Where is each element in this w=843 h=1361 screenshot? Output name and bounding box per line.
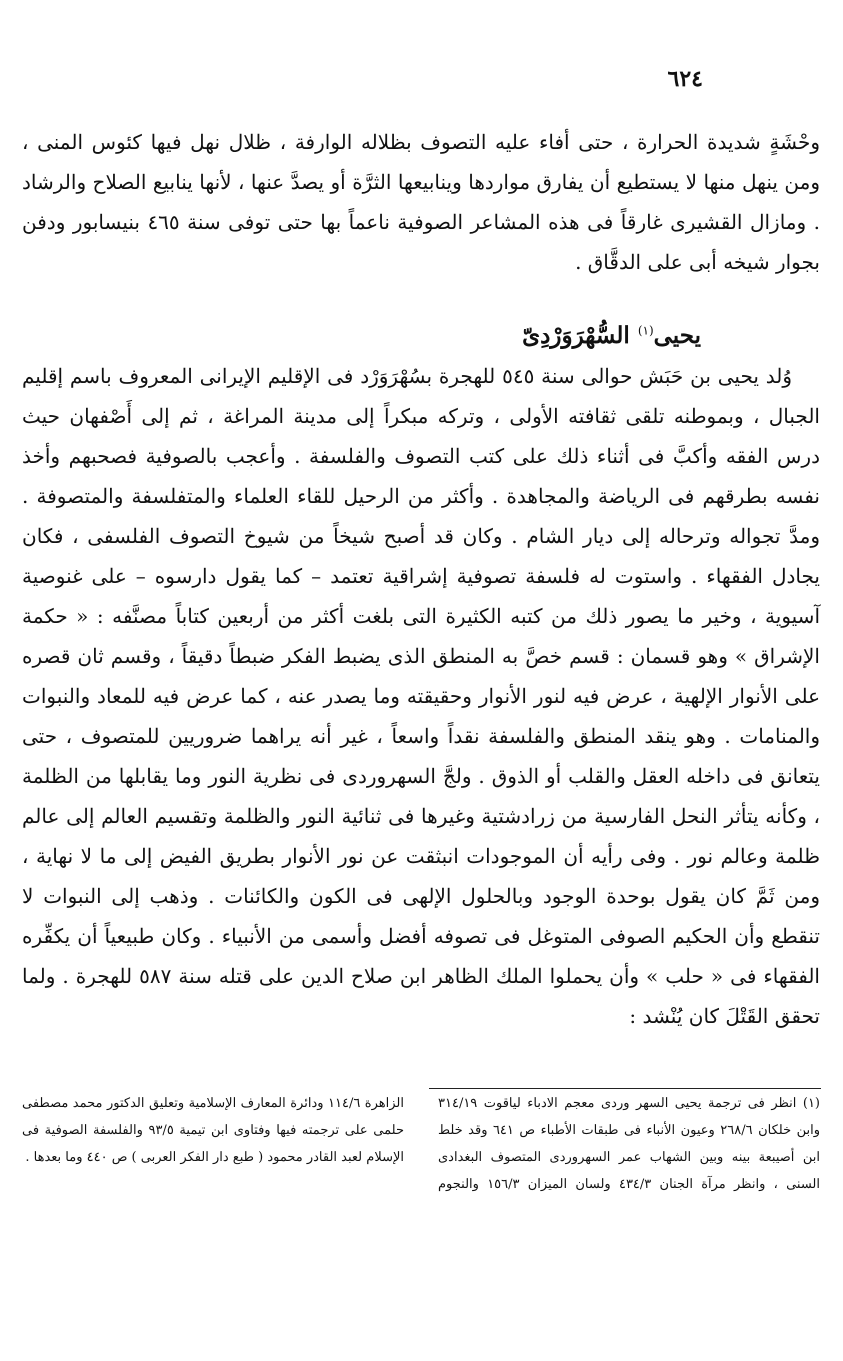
section-heading xyxy=(522,322,701,349)
section-body xyxy=(22,356,820,1036)
footnotes xyxy=(22,1090,820,1198)
continued-paragraph-text: وحْشَةٍ شديدة الحرارة ، حتى أفاء عليه التصوف بظلاله الوارفة ، ظلال نهل فيها كئوس المنى ، ومن ينهل منها لا يستطيع أن يفارق مواردها وينابيعها الثرَّة أو يصدَّ عنها ، لأنها ينابيع الصلاح والرشاد . ومازال القشيرى غارقاً فى هذه المشاعر الصوفية ناعماً بها حتى توفى سنة ٤٦٥ بنيسابور ودفن بجوار شيخه أبى على الدقَّاق . xyxy=(22,130,820,274)
footnote-text: (١) انظر فى ترجمة يحيى السهر وردى معجم الادباء لياقوت ٣١٤/١٩ وابن خلكان ٢٦٨/٦ وعيون الأنباء فى طبقات الأطباء ص ٦٤١ وقد خلط ابن أصيبعة بينه وبين الشهاب عمر السهروردى المتصوف البغدادى السنى ، وانظر مرآة الجنان ٤٣٤/٣ ولسان الميزان ١٥٦/٣ والنجوم الزاهرة ١١٤/٦ ودائرة المعارف الإسلامية وتعليق الدكتور محمد مصطفى حلمى على ترجمته فيها وفتاوى ابن تيمية ٩٣/٥ والفلسفة الصوفية فى الإسلام لعبد القادر محمود ( طبع دار الفكر العربى ) ص ٤٤٠ وما بعدها . xyxy=(22,1096,820,1192)
footnote-divider xyxy=(429,1088,821,1089)
page-number: ٦٢٤ xyxy=(667,66,703,92)
section-heading-surname: السُّهْرَوَرْدِىّ xyxy=(522,322,630,349)
continued-paragraph xyxy=(22,122,820,282)
section-heading-name: يحيى xyxy=(653,322,701,349)
section-body-text: وُلد يحيى بن حَبَش حوالى سنة ٥٤٥ للهجرة بسُهْرَوَرْد فى الإقليم الإيرانى المعروف باسم إقليم الجبال ، وبموطنه تلقى ثقافته الأولى ، وتركه مبكراً إلى مدينة المراغة ، ثم إلى أَصْفهان حيث درس الفقه وأكبَّ فى أثناء ذلك على كتب التصوف والفلسفة . وأعجب بالصوفية فصحبهم وأخذ نفسه بطرقهم فى الرياضة والمجاهدة . وأكثر من الرحيل للقاء العلماء والمتفلسفة والمتصوفة . ومدَّ تجواله وترحاله إلى ديار الشام . وكان قد أصبح شيخاً من شيوخ التصوف الفلسفى ، فكان يجادل الفقهاء . واستوت له فلسفة تصوفية إشراقية تعتمد – كما يقول دارسوه – على غنوصية آسيوية ، وخير ما يصور ذلك من كتبه الكثيرة التى بلغت أكثر من أربعين كتاباً مصنَّفه : « حكمة الإشراق » وهو قسمان : قسم خصَّ به المنطق الذى يضبط الفكر ضبطاً دقيقاً ، وقسم ثان قصره على الأنوار الإلهية ، عرض فيه لنور الأنوار وحقيقته وما يصدر عنه ، كما عرض فيه للمعاد والنبوات والمنامات . وهو ينقد المنطق والفلسفة نقداً واسعاً ، غير أنه يراهما ضروريين للمتصوف ، حتى يتعانق فى داخله العقل والقلب أو الذوق . ولجَّ السهروردى فى نظرية النور وما يقابلها من الظلمة ، وكأنه يتأثر النحل الفارسية من زرادشتية وغيرها فى ثنائية النور والظلمة وتقسيم العالم إلى عالم ظلمة وعالم نور . وفى رأيه أن الموجودات انبثقت عن نور الأنوار بطريق الفيض إلى ما لا نهاية ، ومن ثَمَّ كان يقول بوحدة الوجود وبالحلول الإلهى فى الكون والكائنات . وذهب إلى النبوات لا تنقطع وأن الحكيم الصوفى المتوغل فى تصوفه أفضل وأسمى من الأنبياء . وكان طبيعياً أن يكفِّره الفقهاء فى « حلب » وأن يحملوا الملك الظاهر ابن صلاح الدين على قتله سنة ٥٨٧ للهجرة . ولما تحقق القَتْلَ كان يُنْشد : xyxy=(22,364,820,1028)
footnote-reference: (١) xyxy=(637,323,654,338)
